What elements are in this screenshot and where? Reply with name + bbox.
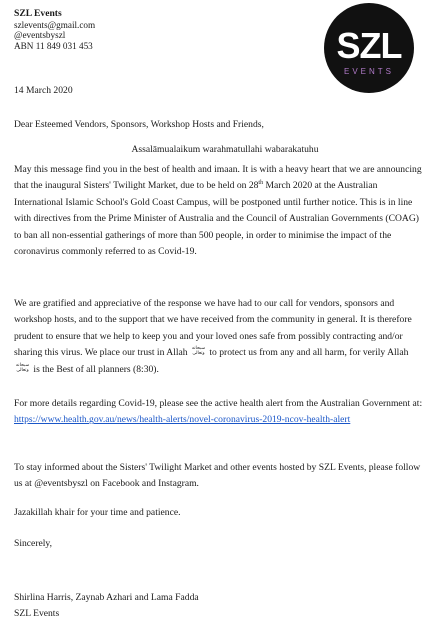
- signature-block: [14, 590, 199, 623]
- swt-line-1: سبحانه: [191, 346, 206, 352]
- letter-date: 14 March 2020: [14, 85, 73, 96]
- org-name: SZL Events: [14, 8, 62, 19]
- signatory-names: Shirlina Harris, Zaynab Azhari and Lama Fadda: [14, 592, 199, 603]
- abn-number: ABN 11 849 031 453: [14, 40, 93, 51]
- paragraph-follow-us: To stay informed about the Sisters' Twilight Market and other events hosted by SZL Events, please follow us at @eventsbyszl on Facebook and Instagram.: [14, 462, 421, 490]
- logo-main-text: SZL: [336, 25, 402, 66]
- letterhead: [14, 9, 95, 51]
- health-info-text: For more details regarding Covid-19, please see the active health alert from the Australian Government at:: [14, 398, 423, 409]
- swt-line-1: سبحانه: [15, 362, 30, 368]
- swt-line-2: وتعالى: [192, 351, 205, 357]
- social-handle: @eventsbyszl: [14, 30, 66, 41]
- logo-sub-text: EVENTS: [343, 67, 395, 76]
- paragraph-announcement: [14, 162, 426, 260]
- closing-line: Sincerely,: [14, 538, 53, 549]
- announcement-text-cont: March 2020 at the Australian International Islamic School's Gold Coast Campus, will be postponed until further notice. This is in line with directives from the Prime Minister of Australia and the Council of Australian Governments (COAG) to ban all non-essential gatherings of more than 500 people, in order to minimise the impact of the coronavirus commonly referred to as Covid-19.: [14, 180, 419, 258]
- gratitude-text-cont: to protect us from any and all harm, for verily Allah: [206, 347, 409, 359]
- swt-honorific: [14, 364, 31, 374]
- paragraph-health-info: [14, 396, 426, 429]
- paragraph-gratitude: [14, 296, 426, 378]
- ordinal-suffix: th: [258, 180, 264, 187]
- swt-honorific: [190, 347, 207, 357]
- paragraph-thanks: Jazakillah khair for your time and patience.: [14, 507, 181, 518]
- salutation: Dear Esteemed Vendors, Sponsors, Workshop Hosts and Friends,: [14, 119, 264, 130]
- contact-email: szlevents@gmail.com: [14, 19, 96, 30]
- signatory-org: SZL Events: [14, 608, 60, 620]
- gratitude-text-end: is the Best of all planners (8:30).: [31, 363, 159, 375]
- islamic-greeting: Assalāmualaikum warahmatullahi wabarakatuhu: [131, 144, 319, 155]
- announcement-text: May this message find you in the best of health and imaan. It is with a heavy heart that we are announcing that the inaugural Sisters' Twilight Market, due to be held on 28: [14, 164, 422, 192]
- health-alert-link[interactable]: https://www.health.gov.au/news/health-alerts/novel-coronavirus-2019-ncov-health-alert: [14, 414, 351, 426]
- szl-events-logo: [323, 2, 415, 94]
- swt-line-2: وتعالى: [16, 367, 29, 373]
- gratitude-text: We are gratified and appreciative of the response we have had to our call for vendors, sponsors and workshop hosts, and to the support that we have received from the community in general. It is therefore prudent to ensure that we help to keep you and your loved ones safe from possibly contracting and/or sharing this virus. We place our trust in Allah: [14, 298, 412, 359]
